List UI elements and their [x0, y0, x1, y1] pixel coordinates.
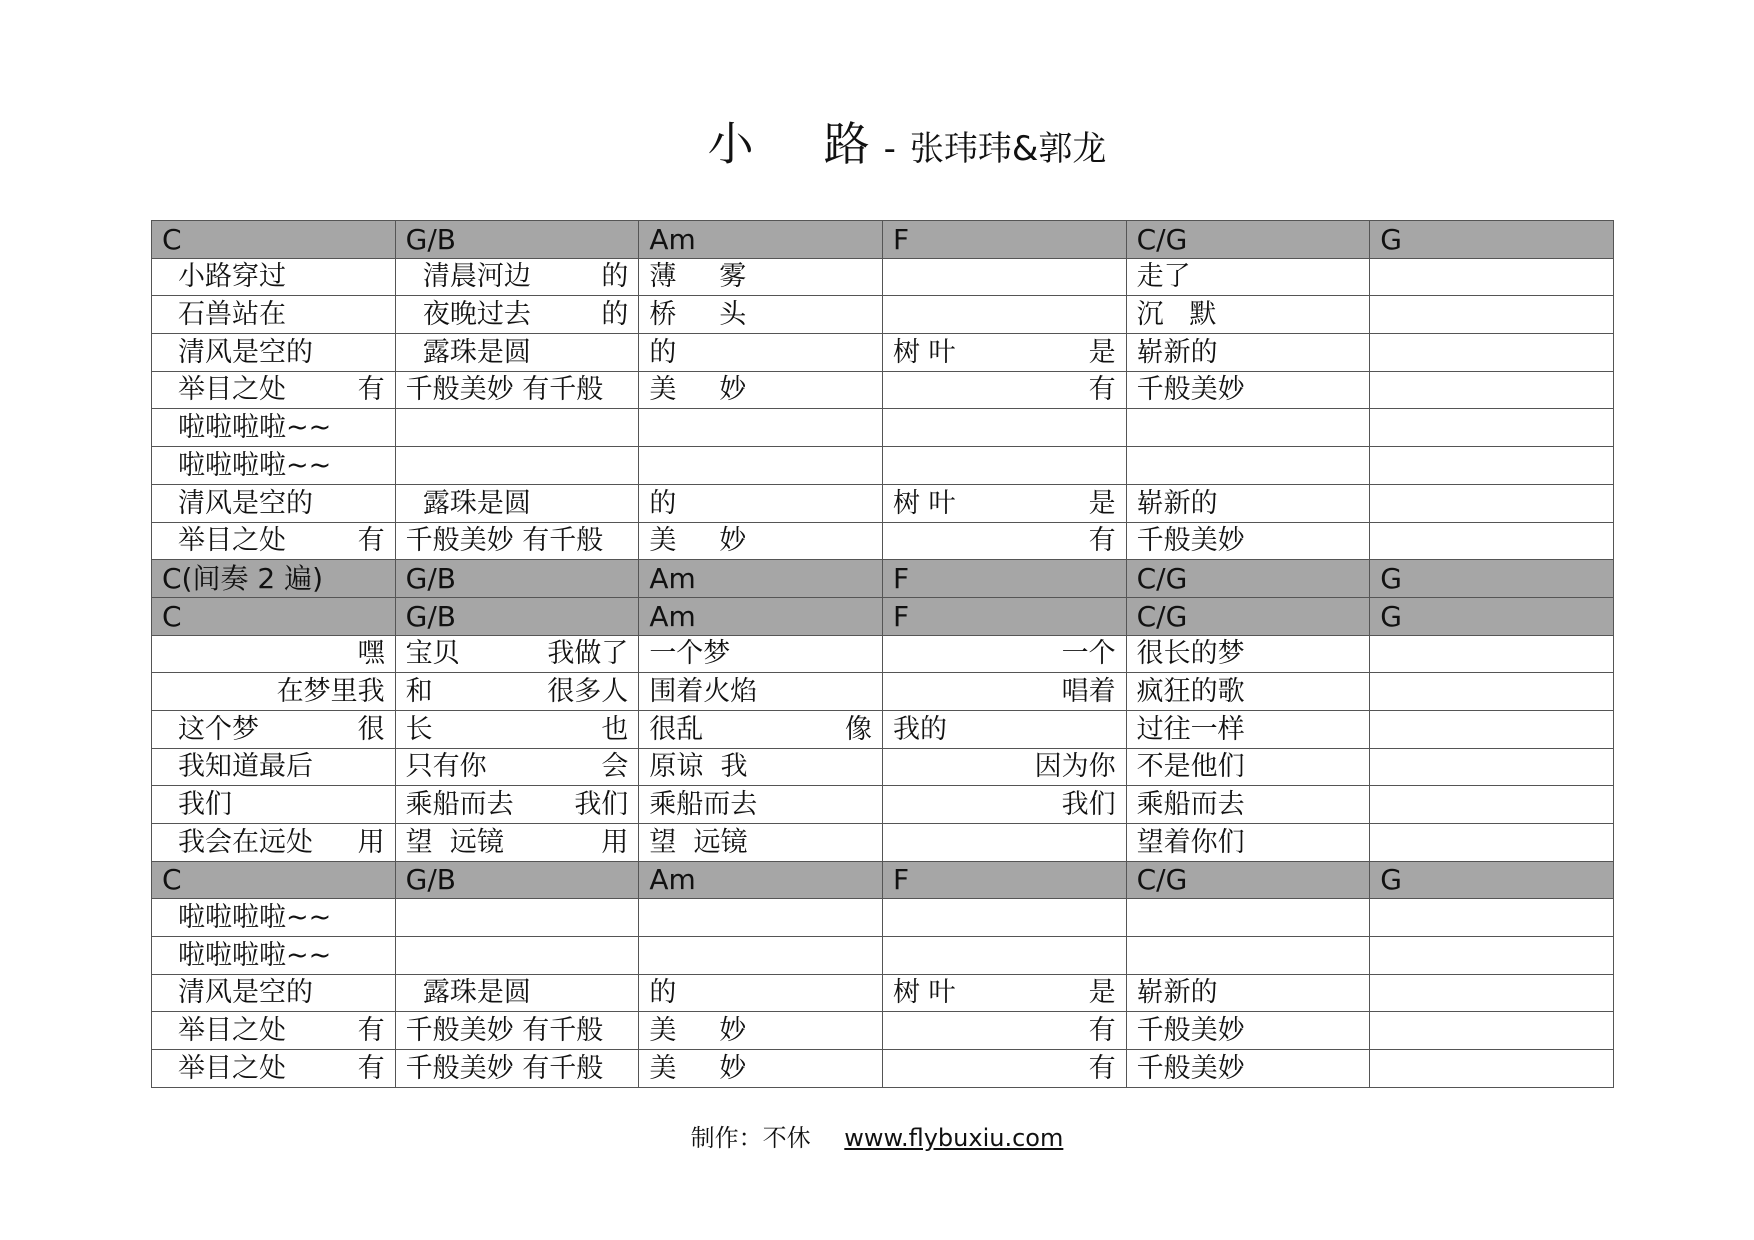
lyric-cell — [1126, 447, 1370, 485]
chord-cell — [882, 560, 1126, 598]
footer — [0, 1118, 1754, 1153]
lyric-row — [152, 409, 1614, 447]
lyric-cell — [1126, 258, 1370, 296]
chord-cell — [1126, 221, 1370, 259]
cell-text-left: 千般美妙 有千般 — [405, 525, 604, 557]
lyric-cell — [639, 974, 883, 1012]
cell-text-left: 沉 默 — [1136, 299, 1217, 331]
lyric-cell — [395, 824, 639, 862]
lyric-cell — [639, 258, 883, 296]
chord-row — [152, 560, 1614, 598]
chord-row — [152, 597, 1614, 635]
cell-text-left: 清风是空的 — [178, 336, 313, 368]
lyric-cell — [882, 1012, 1126, 1050]
cell-text-left: 千般美妙 有千般 — [405, 1015, 604, 1047]
lyric-cell — [639, 710, 883, 748]
cell-text-left: C/G — [1136, 561, 1188, 595]
lyric-cell — [1370, 522, 1614, 560]
lyric-cell — [152, 409, 396, 447]
chord-cell — [395, 597, 639, 635]
cell-text-left: G/B — [405, 561, 456, 595]
cell-text-left: F — [892, 222, 910, 256]
cell-text-right: 有 — [357, 525, 385, 557]
lyric-cell — [1126, 974, 1370, 1012]
cell-text-right: 有 — [357, 1015, 385, 1047]
cell-text-left: 我的 — [892, 713, 947, 745]
lyric-cell — [395, 296, 639, 334]
lyric-cell — [882, 974, 1126, 1012]
lyric-cell — [1126, 748, 1370, 786]
cell-text-left: 美 妙 — [649, 1052, 747, 1084]
cell-text-left: 我会在远处 — [178, 826, 313, 858]
lyric-cell — [639, 824, 883, 862]
lyric-cell — [152, 334, 396, 372]
lyric-cell — [882, 371, 1126, 409]
chord-cell — [152, 560, 396, 598]
chord-cell — [882, 861, 1126, 899]
lyric-cell — [882, 635, 1126, 673]
cell-text-left: G/B — [405, 599, 456, 633]
chord-cell — [1126, 861, 1370, 899]
cell-text-left: G — [1380, 222, 1402, 256]
cell-text-left: C/G — [1136, 863, 1188, 897]
cell-text-left: 啦啦啦啦~~ — [178, 412, 332, 444]
cell-text-right: 是 — [1088, 336, 1116, 368]
cell-text-left: 薄 雾 — [649, 261, 747, 293]
lyric-cell — [882, 824, 1126, 862]
chord-cell — [1126, 597, 1370, 635]
cell-text-left: 夜晚过去 — [405, 299, 531, 331]
lyric-cell — [639, 296, 883, 334]
lyric-cell — [1370, 748, 1614, 786]
lyric-cell — [639, 673, 883, 711]
lyric-row — [152, 1050, 1614, 1088]
lyric-cell — [152, 296, 396, 334]
cell-text-right: 我们 — [574, 789, 629, 820]
lyric-row — [152, 447, 1614, 485]
lyric-cell — [882, 899, 1126, 937]
lyric-cell — [882, 258, 1126, 296]
lyric-cell — [152, 824, 396, 862]
lyric-cell — [1370, 899, 1614, 937]
cell-text-left: 走了 — [1136, 261, 1191, 293]
cell-text-left: 乘船而去 — [1136, 789, 1245, 820]
cell-text-left: G/B — [405, 222, 456, 256]
cell-text-left: F — [892, 599, 910, 633]
cell-text-left: 千般美妙 — [1136, 1015, 1245, 1047]
lyric-cell — [882, 296, 1126, 334]
lyric-cell — [152, 748, 396, 786]
cell-text-left: 露珠是圆 — [405, 977, 531, 1009]
lyric-row — [152, 334, 1614, 372]
chord-cell — [1126, 560, 1370, 598]
chord-cell — [1370, 221, 1614, 259]
lyric-cell — [395, 447, 639, 485]
lyric-cell — [152, 710, 396, 748]
lyric-cell — [1370, 824, 1614, 862]
cell-text-left: 乘船而去 — [405, 789, 514, 820]
cell-text-left: 很长的梦 — [1136, 638, 1245, 670]
cell-text-right: 会 — [601, 751, 629, 783]
lyric-cell — [152, 635, 396, 673]
lyric-cell — [639, 371, 883, 409]
lyric-cell — [395, 409, 639, 447]
lyric-cell — [882, 673, 1126, 711]
lyric-cell — [882, 1050, 1126, 1088]
lyric-row — [152, 673, 1614, 711]
cell-text-left: G/B — [405, 863, 456, 897]
lyric-cell — [395, 1050, 639, 1088]
cell-text-left: F — [892, 561, 910, 595]
lyric-cell — [395, 334, 639, 372]
cell-text-left: 树 叶 — [892, 487, 956, 519]
cell-text-right: 唱着 — [1061, 675, 1116, 707]
lyric-cell — [395, 748, 639, 786]
lyric-cell — [882, 484, 1126, 522]
cell-text-left: 露珠是圆 — [405, 336, 531, 368]
lyric-cell — [395, 371, 639, 409]
cell-text-left: 我们 — [178, 789, 232, 820]
lyric-cell — [639, 748, 883, 786]
lyric-cell — [1126, 899, 1370, 937]
cell-text-left: 露珠是圆 — [405, 487, 531, 519]
chord-cell — [395, 560, 639, 598]
lyric-cell — [1126, 371, 1370, 409]
cell-text-left: G — [1380, 561, 1402, 595]
cell-text-right: 很 — [357, 713, 385, 745]
chord-cell — [152, 221, 396, 259]
cell-text-left: C — [162, 222, 182, 256]
cell-text-left: 美 妙 — [649, 374, 747, 406]
lyric-row — [152, 824, 1614, 862]
cell-text-left: Am — [649, 561, 696, 595]
cell-text-left: 宝贝 — [405, 638, 460, 670]
cell-text-left: 举目之处 — [178, 1052, 286, 1084]
lyric-cell — [1126, 710, 1370, 748]
cell-text-left: 树 叶 — [892, 977, 956, 1009]
chord-cell — [639, 560, 883, 598]
cell-text-left: C — [162, 599, 182, 633]
cell-text-left: 这个梦 — [178, 713, 259, 745]
lyric-cell — [882, 786, 1126, 824]
lyric-cell — [395, 673, 639, 711]
lyric-cell — [882, 334, 1126, 372]
cell-text-left: 崭新的 — [1136, 487, 1218, 519]
lyric-cell — [395, 786, 639, 824]
cell-text-left: 很乱 — [649, 713, 704, 745]
chord-cell — [1370, 861, 1614, 899]
lyric-cell — [639, 522, 883, 560]
cell-text-left: 清风是空的 — [178, 487, 313, 519]
lyric-cell — [882, 447, 1126, 485]
lyric-cell — [1126, 824, 1370, 862]
cell-text-left: 的 — [649, 487, 677, 519]
lyric-row — [152, 484, 1614, 522]
lyric-cell — [395, 1012, 639, 1050]
cell-text-left: G — [1380, 599, 1402, 633]
cell-text-left: 过往一样 — [1136, 713, 1245, 745]
cell-text-left: 千般美妙 有千般 — [405, 374, 604, 406]
lyric-cell — [1370, 484, 1614, 522]
cell-text-left: 的 — [649, 977, 677, 1009]
cell-text-left: 举目之处 — [178, 374, 286, 406]
lyric-row — [152, 974, 1614, 1012]
cell-text-left: 不是他们 — [1136, 751, 1245, 783]
lyric-cell — [1126, 673, 1370, 711]
cell-text-left: 和 — [405, 675, 433, 707]
lyric-cell — [152, 258, 396, 296]
lyric-cell — [1126, 1012, 1370, 1050]
lyric-cell — [639, 786, 883, 824]
cell-text-left: C/G — [1136, 599, 1188, 633]
lyric-cell — [152, 447, 396, 485]
cell-text-left: F — [892, 863, 910, 897]
lyric-cell — [639, 484, 883, 522]
cell-text-right: 是 — [1088, 977, 1116, 1009]
cell-text-right: 有 — [1088, 1052, 1116, 1084]
lyric-cell — [152, 673, 396, 711]
lyric-cell — [152, 937, 396, 975]
cell-text-right: 的 — [601, 261, 629, 293]
song-title — [0, 108, 1754, 174]
lyric-cell — [882, 710, 1126, 748]
lyric-cell — [882, 522, 1126, 560]
lyric-cell — [1126, 1050, 1370, 1088]
lyric-cell — [882, 409, 1126, 447]
credit-text: 制作：不休 — [690, 1124, 811, 1152]
cell-text-left: 的 — [649, 336, 677, 368]
cell-text-left: 桥 头 — [649, 299, 747, 331]
cell-text-left: 乘船而去 — [649, 789, 758, 820]
cell-text-left: G — [1380, 863, 1402, 897]
chord-cell — [639, 221, 883, 259]
lyric-row — [152, 635, 1614, 673]
cell-text-right: 有 — [357, 1052, 385, 1084]
cell-text-left: Am — [649, 599, 696, 633]
chord-cell — [639, 597, 883, 635]
lyric-cell — [1370, 710, 1614, 748]
lyric-cell — [395, 484, 639, 522]
chord-cell — [882, 221, 1126, 259]
lyric-row — [152, 748, 1614, 786]
cell-text-left: 啦啦啦啦~~ — [178, 449, 332, 481]
title-main — [648, 117, 870, 171]
lyric-cell — [152, 974, 396, 1012]
lyric-row — [152, 1012, 1614, 1050]
website-link[interactable]: www.flybuxiu.com — [844, 1124, 1064, 1152]
lyric-cell — [1370, 635, 1614, 673]
lyric-cell — [395, 710, 639, 748]
cell-text-left: 小路穿过 — [178, 261, 286, 293]
lyric-cell — [1370, 974, 1614, 1012]
lyric-cell — [152, 522, 396, 560]
lyric-cell — [1126, 334, 1370, 372]
lyric-cell — [1370, 409, 1614, 447]
lyric-cell — [882, 748, 1126, 786]
lyric-cell — [152, 1012, 396, 1050]
chord-row — [152, 861, 1614, 899]
lyric-cell — [152, 1050, 396, 1088]
cell-text-right: 嘿 — [357, 638, 385, 670]
chord-cell — [1370, 560, 1614, 598]
cell-text-right: 很多人 — [547, 675, 629, 707]
cell-text-left: Am — [649, 222, 696, 256]
lyric-row — [152, 710, 1614, 748]
cell-text-left: 举目之处 — [178, 525, 286, 557]
lyric-row — [152, 258, 1614, 296]
lyric-cell — [395, 974, 639, 1012]
cell-text-right: 的 — [601, 299, 629, 331]
lyric-cell — [1370, 447, 1614, 485]
lyric-cell — [639, 447, 883, 485]
lyric-cell — [395, 635, 639, 673]
lyric-cell — [1370, 673, 1614, 711]
cell-text-left: 清晨河边 — [405, 261, 531, 293]
lyric-cell — [639, 635, 883, 673]
cell-text-left: C/G — [1136, 222, 1188, 256]
chord-cell — [152, 597, 396, 635]
title-char-1: 小 — [707, 117, 754, 171]
cell-text-left: 疯狂的歌 — [1136, 675, 1245, 707]
lyric-row — [152, 522, 1614, 560]
cell-text-left: 只有你 — [405, 751, 487, 783]
lyric-cell — [1370, 937, 1614, 975]
lyric-cell — [395, 258, 639, 296]
cell-text-right: 我们 — [1061, 789, 1116, 820]
cell-text-left: 崭新的 — [1136, 336, 1218, 368]
cell-text-left: 树 叶 — [892, 336, 956, 368]
cell-text-right: 有 — [357, 374, 385, 406]
lyric-cell — [1126, 522, 1370, 560]
lyric-cell — [639, 1012, 883, 1050]
cell-text-right: 有 — [1088, 374, 1116, 406]
lyric-cell — [1370, 786, 1614, 824]
cell-text-left: 一个梦 — [649, 638, 731, 670]
cell-text-right: 用 — [601, 826, 629, 858]
cell-text-left: 望 远镜 — [405, 826, 504, 858]
lyric-cell — [1126, 937, 1370, 975]
chord-cell — [395, 221, 639, 259]
cell-text-left: 崭新的 — [1136, 977, 1218, 1009]
cell-text-right: 有 — [1088, 525, 1116, 557]
lyric-cell — [152, 786, 396, 824]
cell-text-left: 千般美妙 — [1136, 1052, 1245, 1084]
lyric-cell — [1126, 296, 1370, 334]
cell-text-left: 啦啦啦啦~~ — [178, 902, 332, 934]
lyric-cell — [639, 899, 883, 937]
cell-text-left: 望着你们 — [1136, 826, 1245, 858]
chord-cell — [395, 861, 639, 899]
title-char-2: 路 — [823, 117, 870, 171]
lyric-cell — [639, 937, 883, 975]
lyric-cell — [639, 1050, 883, 1088]
lyric-row — [152, 371, 1614, 409]
cell-text-right: 一个 — [1061, 638, 1116, 670]
lyric-cell — [1126, 484, 1370, 522]
cell-text-left: 原谅 我 — [649, 751, 748, 783]
cell-text-left: 清风是空的 — [178, 977, 313, 1009]
cell-text-left: 举目之处 — [178, 1015, 286, 1047]
cell-text-left: 我知道最后 — [178, 751, 313, 783]
cell-text-right: 是 — [1088, 487, 1116, 519]
chord-row — [152, 221, 1614, 259]
cell-text-left: Am — [649, 863, 696, 897]
cell-text-left: 千般美妙 有千般 — [405, 1052, 604, 1084]
chord-cell — [1370, 597, 1614, 635]
cell-text-right: 有 — [1088, 1015, 1116, 1047]
lyric-cell — [639, 334, 883, 372]
lyric-cell — [1370, 371, 1614, 409]
cell-text-right: 像 — [844, 713, 872, 745]
lyric-cell — [395, 522, 639, 560]
cell-text-left: 千般美妙 — [1136, 374, 1245, 406]
lyric-cell — [395, 937, 639, 975]
lyric-row — [152, 937, 1614, 975]
lyric-cell — [882, 937, 1126, 975]
cell-text-left: 美 妙 — [649, 525, 747, 557]
lyric-cell — [1370, 1012, 1614, 1050]
chord-cell — [639, 861, 883, 899]
lyric-row — [152, 899, 1614, 937]
cell-text-right: 因为你 — [1034, 751, 1116, 783]
cell-text-right: 我做了 — [547, 638, 629, 670]
lyric-cell — [1126, 635, 1370, 673]
lyric-row — [152, 786, 1614, 824]
lyric-cell — [395, 899, 639, 937]
cell-text-right: 在梦里我 — [276, 675, 385, 707]
lyric-cell — [1370, 296, 1614, 334]
lyric-cell — [152, 484, 396, 522]
cell-text-left: 望 远镜 — [649, 826, 748, 858]
lyric-cell — [1370, 258, 1614, 296]
cell-text-left: C — [162, 863, 182, 897]
lyric-cell — [1126, 409, 1370, 447]
cell-text-left: 千般美妙 — [1136, 525, 1245, 557]
chord-cell — [152, 861, 396, 899]
lyric-cell — [152, 371, 396, 409]
chord-cell — [882, 597, 1126, 635]
cell-text-left: 石兽站在 — [178, 299, 286, 331]
lyric-cell — [1126, 786, 1370, 824]
artist-name: 张玮玮&郭龙 — [909, 129, 1107, 169]
lyric-cell — [639, 409, 883, 447]
cell-text-left: 美 妙 — [649, 1015, 747, 1047]
cell-text-left: C(间奏 2 遍) — [162, 561, 324, 595]
lyric-cell — [1370, 334, 1614, 372]
lyric-cell — [1370, 1050, 1614, 1088]
cell-text-left: 长 — [405, 713, 433, 745]
cell-text-right: 用 — [357, 826, 385, 858]
lyric-cell — [152, 899, 396, 937]
cell-text-left: 啦啦啦啦~~ — [178, 939, 332, 971]
cell-text-right: 也 — [601, 713, 629, 745]
title-separator: - — [883, 129, 896, 169]
cell-text-left: 围着火焰 — [649, 675, 758, 707]
chord-lyric-table — [151, 220, 1614, 1088]
lyric-row — [152, 296, 1614, 334]
